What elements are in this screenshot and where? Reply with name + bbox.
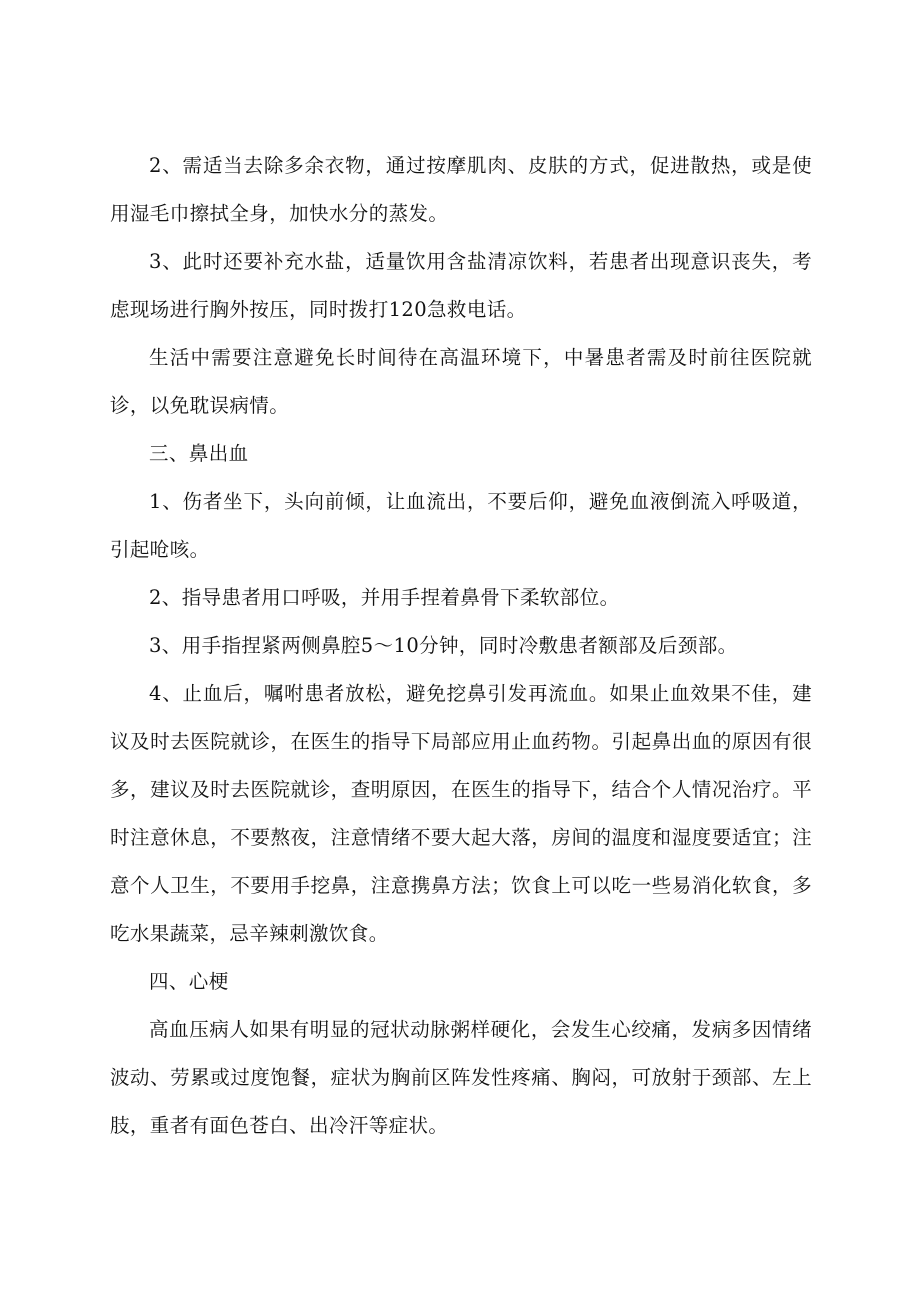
document-body (110, 142, 812, 1150)
paragraph-cooling-measures: 2、需适当去除多余衣物，通过按摩肌肉、皮肤的方式，促进散热，或是使用湿毛巾擦拭全身，加快水分的蒸发。 (110, 154, 812, 225)
paragraph-heatstroke-advice: 生活中需要注意避免长时间待在高温环境下，中暑患者需及时前往医院就诊，以免耽误病情。 (110, 346, 812, 417)
paragraph-nosebleed-step-3: 3、用手指捏紧两侧鼻腔5～10分钟，同时冷敷患者额部及后颈部。 (149, 634, 738, 657)
section-heading-nosebleed: 三、鼻出血 (149, 442, 249, 465)
paragraph-nosebleed-step-2: 2、指导患者用口呼吸，并用手捏着鼻骨下柔软部位。 (149, 586, 620, 609)
paragraph-water-salt: 3、此时还要补充水盐，适量饮用含盐清凉饮料，若患者出现意识丧失，考虑现场进行胸外按压，同时拨打120急救电话。 (110, 250, 812, 321)
section-heading-heart-attack: 四、心梗 (149, 970, 229, 993)
paragraph-nosebleed-step-4: 4、止血后，嘱咐患者放松，避免挖鼻引发再流血。如果止血效果不佳，建议及时去医院就诊，在医生的指导下局部应用止血药物。引起鼻出血的原因有很多，建议及时去医院就诊，查明原因，在医生的指导下，结合个人情况治疗。平时注意休息，不要熬夜，注意情绪不要大起大落，房间的温度和湿度要适宜；注意个人卫生，不要用手挖鼻，注意携鼻方法；饮食上可以吃一些易消化软食，多吃水果蔬菜，忌辛辣刺激饮食。 (110, 682, 812, 945)
paragraph-heart-attack: 高血压病人如果有明显的冠状动脉粥样硬化，会发生心绞痛，发病多因情绪波动、劳累或过度饱餐，症状为胸前区阵发性疼痛、胸闷，可放射于颈部、左上肢，重者有面色苍白、出冷汗等症状。 (110, 1018, 812, 1137)
paragraph-nosebleed-step-1: 1、伤者坐下，头向前倾，让血流出，不要后仰，避免血液倒流入呼吸道，引起呛咳。 (110, 490, 812, 561)
